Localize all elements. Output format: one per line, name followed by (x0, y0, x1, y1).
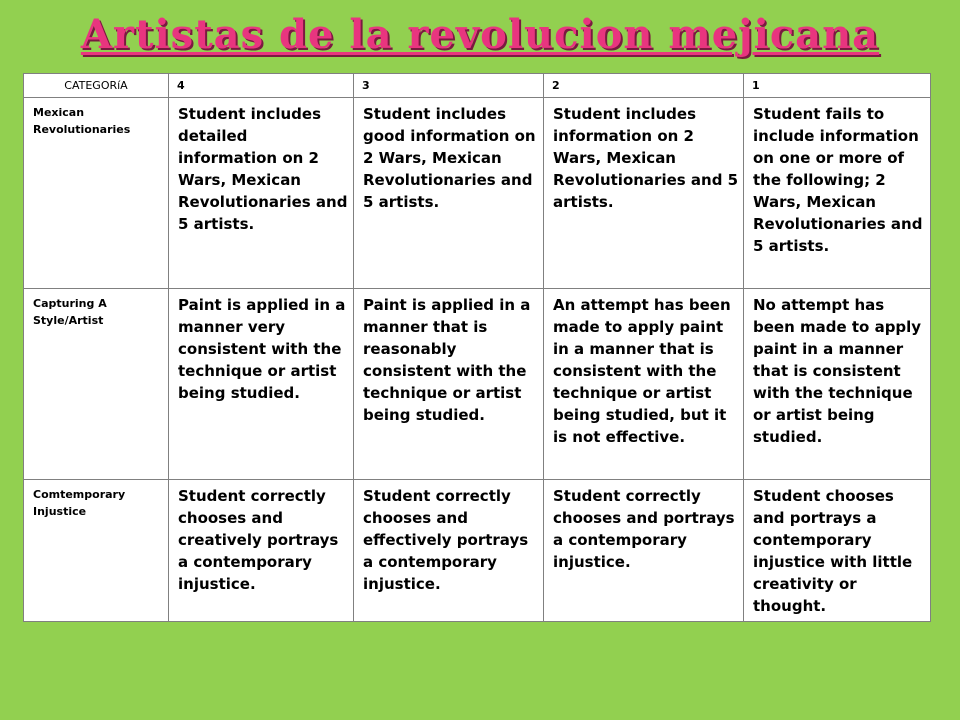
table-row (24, 289, 931, 480)
table-row (24, 480, 931, 622)
page-title: Artistas de la revolucion mejicana (80, 11, 880, 58)
row-category: Capturing A Style/Artist (24, 289, 169, 480)
rubric-table (23, 73, 931, 622)
row-category: Mexican Revolutionaries (24, 98, 169, 289)
header-category: CATEGORíA (24, 74, 169, 98)
rubric-cell: Student correctly chooses and creatively portrays a contemporary injustice. (169, 480, 354, 622)
rubric-cell: Paint is applied in a manner very consistent with the technique or artist being studied. (169, 289, 354, 480)
table-row (24, 98, 931, 289)
header-score-1: 1 (744, 74, 931, 98)
rubric-cell: An attempt has been made to apply paint in a manner that is consistent with the technique or artist being studied, but it is not effective. (544, 289, 744, 480)
rubric-cell: Student includes information on 2 Wars, Mexican Revolutionaries and 5 artists. (544, 98, 744, 289)
header-score-4: 4 (169, 74, 354, 98)
header-score-2: 2 (544, 74, 744, 98)
rubric-cell: No attempt has been made to apply paint in a manner that is consistent with the technique or artist being studied. (744, 289, 931, 480)
rubric-cell: Student correctly chooses and effectively portrays a contemporary injustice. (354, 480, 544, 622)
header-row (24, 74, 931, 98)
rubric-cell: Student includes good information on 2 Wars, Mexican Revolutionaries and 5 artists. (354, 98, 544, 289)
rubric-cell: Student chooses and portrays a contemporary injustice with little creativity or thought. (744, 480, 931, 622)
rubric-cell: Student correctly chooses and portrays a contemporary injustice. (544, 480, 744, 622)
header-score-3: 3 (354, 74, 544, 98)
rubric-cell: Student fails to include information on one or more of the following; 2 Wars, Mexican Revolutionaries and 5 artists. (744, 98, 931, 289)
row-category: Comtemporary Injustice (24, 480, 169, 622)
rubric-cell: Student includes detailed information on 2 Wars, Mexican Revolutionaries and 5 artists. (169, 98, 354, 289)
rubric-cell: Paint is applied in a manner that is reasonably consistent with the technique or artist being studied. (354, 289, 544, 480)
